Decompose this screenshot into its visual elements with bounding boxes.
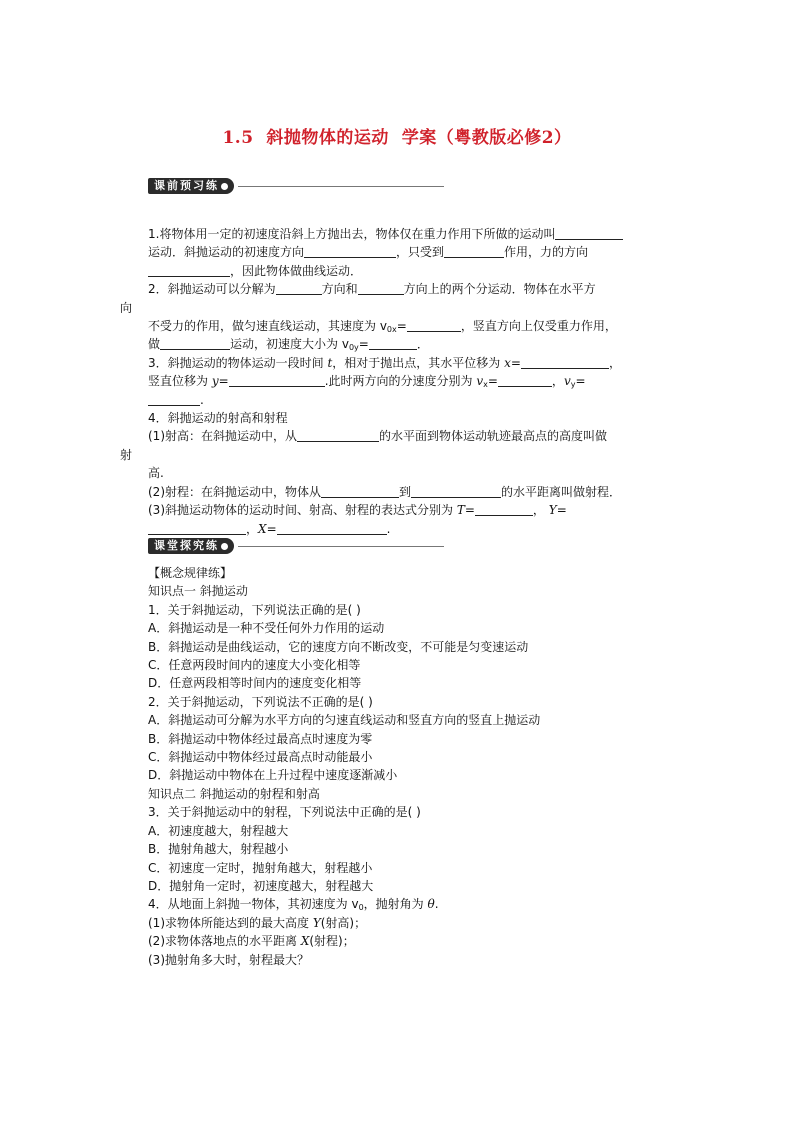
question-text: 的水平距离叫做射程．	[501, 484, 622, 499]
question-text: ，因此物体做曲线运动．	[230, 263, 363, 278]
question-text: 向	[120, 300, 133, 315]
knowledge-point: 知识点二 斜抛运动的射程和射高	[148, 786, 320, 801]
pre-class-questions	[120, 225, 674, 538]
question-text: .	[434, 897, 439, 912]
question-text: 方向上的两个分运动．物体在水平方	[403, 282, 596, 297]
question-text: 4．从地面上斜抛一物体，其初速度为 v	[148, 897, 359, 912]
question-text: (2)射程：在斜抛运动中，物体从	[148, 484, 321, 499]
question-text: ．	[416, 337, 429, 352]
answer-blank	[148, 392, 200, 406]
question-text: 射	[120, 447, 133, 462]
question-text: ，相对于抛出点，其水平位移为	[332, 355, 501, 370]
question-text: 做	[148, 337, 161, 352]
question-line	[148, 225, 674, 243]
variable: t	[327, 355, 333, 370]
question-text: 运动．斜抛运动的初速度方向	[148, 245, 305, 260]
question-text: =	[575, 374, 586, 389]
question-text: 2．斜抛运动可以分解为	[148, 282, 276, 297]
variable: v	[476, 374, 484, 389]
question-text: (1)射高：在斜抛运动中，从	[148, 429, 297, 444]
answer-blank	[444, 244, 504, 258]
question-text: (1)求物体所能达到的最大高度	[148, 915, 309, 930]
option: A．初速度越大，射程越大	[148, 823, 289, 838]
answer-blank	[521, 355, 609, 369]
question-text: =	[358, 337, 369, 352]
bullet-icon	[221, 183, 228, 190]
practice-heading: 【概念规律练】	[148, 566, 233, 580]
subscript: 0	[358, 903, 364, 913]
variable: y	[211, 374, 219, 389]
option: A．斜抛运动是一种不受任何外力作用的运动	[148, 621, 385, 636]
question-text: .	[200, 392, 204, 407]
section-divider	[238, 546, 444, 547]
question-text: ，	[608, 355, 621, 370]
question-text: 不受力的作用，做匀速直线运动，其速度为 v	[148, 319, 387, 334]
question-line	[148, 262, 674, 280]
answer-blank	[229, 373, 325, 387]
question-text: =	[510, 355, 521, 370]
variable: x	[504, 355, 511, 370]
question-line	[148, 427, 674, 445]
variable: T	[456, 503, 465, 518]
question-line	[148, 280, 674, 298]
option: B．斜抛运动是曲线运动，它的速度方向不断改变，不可能是匀变速运动	[148, 639, 529, 654]
option: D．斜抛运动中物体在上升过程中速度逐渐减小	[148, 768, 398, 783]
question-line	[148, 354, 674, 372]
question-line	[148, 501, 674, 519]
question-text: (2)求物体落地点的水平距离	[148, 934, 297, 949]
answer-blank	[148, 521, 246, 535]
page-title: 1.5 斜抛物体的运动 学案（粤教版必修2）	[222, 128, 572, 148]
answer-blank	[148, 263, 230, 277]
answer-blank	[475, 502, 533, 516]
question-text: 4．斜抛运动的射高和射程	[148, 411, 288, 426]
question-text: 竖直位移为	[148, 374, 209, 389]
question-text: 的水平面到物体运动轨迹最高点的高度叫做	[379, 429, 608, 444]
question-line	[148, 409, 674, 427]
knowledge-point: 知识点一 斜抛运动	[148, 584, 248, 599]
question-text: ，只受到	[396, 245, 445, 260]
bullet-icon	[221, 543, 228, 550]
option: C．任意两段时间内的速度大小变化相等	[148, 658, 361, 673]
answer-blank	[407, 318, 461, 332]
sub-question	[148, 914, 674, 932]
question-stem	[148, 895, 674, 913]
section-tab	[148, 538, 234, 554]
subscript: x	[483, 380, 488, 390]
question-text: ，	[246, 521, 259, 536]
section-label: 课堂探究练	[154, 539, 219, 552]
answer-blank	[555, 226, 623, 240]
question-text: =	[218, 374, 229, 389]
question-line	[148, 372, 674, 390]
variable: X	[300, 934, 310, 949]
question-stem: 3．关于斜抛运动中的射程，下列说法中正确的是( )	[148, 805, 421, 820]
variable: Y	[548, 503, 557, 518]
answer-blank	[321, 484, 399, 498]
question-text: 运动，初速度大小为 v	[230, 337, 349, 352]
answer-blank	[369, 336, 417, 350]
section-header-pre-class	[148, 178, 444, 194]
answer-blank	[297, 428, 379, 442]
question-text: ，	[532, 503, 545, 518]
sub-question	[148, 932, 674, 950]
question-text: ，	[551, 374, 564, 389]
question-text: 方向和	[321, 282, 358, 297]
answer-blank	[304, 244, 396, 258]
variable: θ	[427, 897, 435, 912]
section-tab	[148, 178, 234, 194]
subscript: y	[570, 380, 576, 390]
section-header-in-class	[148, 538, 444, 554]
answer-blank	[277, 521, 387, 535]
question-text: =	[556, 503, 567, 518]
option: C．斜抛运动中物体经过最高点时动能最小	[148, 750, 373, 765]
subscript: 0y	[348, 343, 359, 353]
answer-blank	[160, 336, 230, 350]
question-line	[148, 243, 674, 261]
option: A．斜抛运动可分解为水平方向的匀速直线运动和竖直方向的竖直上抛运动	[148, 713, 541, 728]
question-text: (3)斜抛运动物体的运动时间、射高、射程的表达式分别为	[148, 503, 454, 518]
question-stem: 1．关于斜抛运动，下列说法正确的是( )	[148, 602, 361, 617]
option: D．抛射角一定时，初速度越大，射程越大	[148, 878, 374, 893]
option: B．斜抛运动中物体经过最高点时速度为零	[148, 731, 373, 746]
question-text: 3．斜抛运动的物体运动一段时间	[148, 355, 324, 370]
question-line	[148, 464, 674, 482]
question-text: 1.将物体用一定的初速度沿斜上方抛出去，物体仅在重力作用下所做的运动叫	[148, 227, 556, 241]
option: D．任意两段相等时间内的速度变化相等	[148, 676, 362, 691]
question-text: =	[487, 374, 498, 389]
answer-blank	[276, 281, 322, 295]
question-text: (射高)；	[320, 915, 367, 930]
variable: v	[563, 374, 571, 389]
question-text: (射程)；	[309, 934, 355, 949]
answer-blank	[411, 484, 501, 498]
subscript: 0x	[386, 325, 397, 335]
question-text: 到	[399, 484, 412, 499]
practice-questions	[148, 564, 674, 969]
question-line	[120, 446, 674, 464]
question-text: =	[266, 521, 277, 536]
question-line	[148, 335, 674, 353]
variable: X	[258, 521, 267, 536]
question-text: 高.	[148, 466, 164, 481]
option: B．抛射角越大，射程越小	[148, 842, 289, 857]
answer-blank	[498, 373, 552, 387]
sub-question: (3)抛射角多大时，射程最大？	[148, 952, 309, 967]
section-divider	[238, 186, 444, 187]
section-label: 课前预习练	[154, 179, 219, 192]
question-text: 作用，力的方向	[504, 245, 589, 260]
question-stem: 2．关于斜抛运动，下列说法不正确的是( )	[148, 694, 373, 709]
question-text: ，竖直方向上仅受重力作用，	[460, 319, 617, 334]
option: C．初速度一定时，抛射角越大，射程越小	[148, 860, 373, 875]
question-line	[148, 483, 674, 501]
variable: Y	[312, 915, 321, 930]
question-text: ，抛射角为	[363, 897, 424, 912]
question-text: =	[464, 503, 475, 518]
question-line	[148, 317, 674, 335]
answer-blank	[358, 281, 404, 295]
question-line	[148, 391, 674, 409]
question-text: .此时两方向的分速度分别为	[324, 374, 473, 389]
question-text: .	[386, 521, 391, 536]
question-text: =	[396, 319, 407, 334]
question-line	[120, 299, 674, 317]
question-line	[148, 520, 674, 538]
